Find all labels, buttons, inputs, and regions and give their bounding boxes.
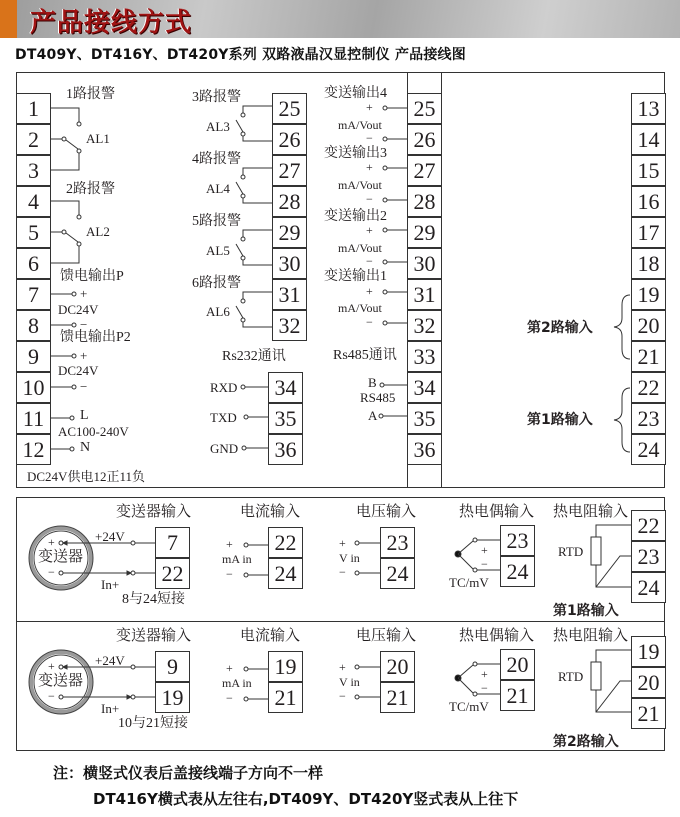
terminal-35-rs232: 35 [268,403,303,434]
s1-device-minus: − [48,565,55,579]
terminal-30-out: 30 [407,248,442,279]
s2-current-minus: − [226,691,233,705]
note-line-1: 注：横竖式仪表后盖接线端子方向不一样 [53,764,324,782]
s2-tc-title: 热电偶输入 [459,628,535,644]
s1-channel-label: 第1路输入 [553,603,619,619]
transmit1-unit: mA/Vout [338,301,382,315]
s2-voltage-unit: V in [339,675,360,689]
terminal-25-alarm: 25 [272,93,307,124]
transmit4-title: 变送输出4 [324,86,387,101]
terminal-35-rs485: 35 [407,403,442,434]
terminal-5: 5 [16,217,51,248]
s2-voltage-title: 电压输入 [356,628,417,644]
alarm4-title: 4路报警 [192,152,241,167]
alarm6-title: 6路报警 [192,276,241,291]
rs485-A-label: A [368,408,378,423]
alarm3-relay: AL3 [206,119,230,134]
s2-current-plus: + [226,661,233,675]
feed1-minus: − [80,317,88,332]
s1-rtd-terminal-b: 23 [631,541,666,572]
terminal-9: 9 [16,341,51,372]
alarm6-relay: AL6 [206,304,230,319]
s2-current-unit: mA in [222,676,252,690]
s1-tc-minus: − [481,557,488,571]
power-L-label: L [80,408,89,423]
transmit4-unit: mA/Vout [338,118,382,132]
s2-v24-label: +24V [95,653,125,668]
feed1-voltage: DC24V [58,302,99,317]
terminal-18: 18 [631,248,666,279]
s1-current-title: 电流输入 [240,504,301,520]
s1-current-plus: + [226,537,233,551]
terminal-16: 16 [631,186,666,217]
terminal-11: 11 [16,403,51,434]
s1-short-note: 8与24短接 [122,592,185,607]
s1-device-plus: + [48,535,55,549]
note-line-2: DT416Y横式表从左往右,DT409Y、DT420Y竖式表从上往下 [93,790,519,808]
s2-transmitter-title: 变送器输入 [116,628,192,644]
s2-current-terminal-b: 21 [268,682,303,713]
s1-voltage-terminal-a: 23 [380,527,415,558]
s2-in-plus-label: In+ [101,701,120,716]
power-range-label: AC100-240V [58,424,129,439]
s1-rtd-terminal-c: 24 [631,572,666,603]
s2-rtd-label: RTD [558,669,584,684]
rs232-rxd-label: RXD [210,380,238,395]
s2-voltage-plus: + [339,660,346,674]
alarm3-title: 3路报警 [192,90,241,105]
s1-current-terminal-b: 24 [268,558,303,589]
terminal-3: 3 [16,155,51,186]
s1-in-plus-label: In+ [101,577,120,592]
s2-tc-unit: TC/mV [449,699,489,714]
s2-tc-minus: − [481,681,488,695]
power-N-label: N [80,440,91,455]
s2-current-title: 电流输入 [240,628,301,644]
right-input1-label: 第1路输入 [527,412,593,428]
s1-voltage-unit: V in [339,551,360,565]
alarm5-relay: AL5 [206,243,230,258]
rs485-B-label: B [368,375,377,390]
s2-rtd-terminal-c: 21 [631,698,666,729]
s1-tc-terminal-b: 24 [500,556,535,587]
terminal-25-out: 25 [407,93,442,124]
terminal-15: 15 [631,155,666,186]
s1-transmitter-title: 变送器输入 [116,504,192,520]
terminal-13: 13 [631,93,666,124]
s1-rtd-terminal-a: 22 [631,510,666,541]
transmit4-minus: − [366,131,373,145]
terminal-29-out: 29 [407,217,442,248]
s1-tc-terminal-a: 23 [500,525,535,556]
s1-voltage-title: 电压输入 [356,504,417,520]
page-title: 产品接线方式 [30,8,193,38]
rs485-label: RS485 [360,390,396,405]
transmit2-title: 变送输出2 [324,209,387,224]
transmit2-minus: − [366,254,373,268]
rs485-title: Rs485通讯 [333,348,397,363]
s2-tc-plus: + [481,667,488,681]
s2-rtd-title: 热电阻输入 [553,628,629,644]
terminal-6: 6 [16,248,51,279]
terminal-30-alarm: 30 [272,248,307,279]
feed2-plus: + [80,348,88,363]
terminal-26-alarm: 26 [272,124,307,155]
terminal-4: 4 [16,186,51,217]
s2-rtd-terminal-b: 20 [631,667,666,698]
s2-current-terminal-a: 19 [268,651,303,682]
terminal-36-rs232: 36 [268,434,303,465]
terminal-12: 12 [16,434,51,465]
transmit3-plus: + [366,160,373,174]
feed2-voltage: DC24V [58,363,99,378]
s2-voltage-minus: − [339,689,346,703]
s2-tc-terminal-a: 20 [500,649,535,680]
s1-device-name: 变送器 [38,549,84,565]
alarm2-relay-label: AL2 [86,224,110,239]
s2-device-name: 变送器 [38,673,84,689]
feed2-minus: − [80,379,88,394]
alarm5-title: 5路报警 [192,214,241,229]
s2-voltage-terminal-a: 20 [380,651,415,682]
s1-voltage-minus: − [339,565,346,579]
s2-device-minus: − [48,689,55,703]
terminal-17: 17 [631,217,666,248]
feed1-title: 馈电输出P [60,269,124,284]
alarm4-relay: AL4 [206,181,230,196]
s1-transmitter-terminal-b: 22 [155,558,190,589]
s1-current-minus: − [226,567,233,581]
power-footnote: DC24V供电12正11负 [27,469,145,484]
terminal-28-out: 28 [407,186,442,217]
diagram-subtitle: DT409Y、DT416Y、DT420Y系列 双路液晶汉显控制仪 产品接线图 [15,47,466,63]
terminal-2: 2 [16,124,51,155]
feed2-title: 馈电输出P2 [60,330,131,345]
transmit3-unit: mA/Vout [338,178,382,192]
terminal-8: 8 [16,310,51,341]
right-input2-label: 第2路输入 [527,320,593,336]
terminal-19: 19 [631,279,666,310]
terminal-23: 23 [631,403,666,434]
terminal-31-alarm: 31 [272,279,307,310]
s1-transmitter-terminal-a: 7 [155,527,190,558]
s2-transmitter-terminal-b: 19 [155,682,190,713]
s1-tc-plus: + [481,543,488,557]
s1-voltage-plus: + [339,536,346,550]
terminal-32-alarm: 32 [272,310,307,341]
rs232-txd-label: TXD [210,410,237,425]
transmit3-title: 变送输出3 [324,146,387,161]
terminal-24: 24 [631,434,666,465]
transmit1-plus: + [366,284,373,298]
terminal-1: 1 [16,93,51,124]
terminal-31-out: 31 [407,279,442,310]
s1-tc-title: 热电偶输入 [459,504,535,520]
s2-tc-terminal-b: 21 [500,680,535,711]
s1-voltage-terminal-b: 24 [380,558,415,589]
terminal-27-alarm: 27 [272,155,307,186]
s1-rtd-label: RTD [558,544,584,559]
s2-short-note: 10与21短接 [118,716,188,731]
alarm2-title: 2路报警 [66,182,115,197]
rs232-gnd-label: GND [210,441,239,456]
terminal-29-alarm: 29 [272,217,307,248]
s2-transmitter-terminal-a: 9 [155,651,190,682]
terminal-34-rs485: 34 [407,372,442,403]
terminal-10: 10 [16,372,51,403]
rs232-title: Rs232通讯 [222,349,286,364]
terminal-34-rs232: 34 [268,372,303,403]
transmit1-minus: − [366,315,373,329]
s1-rtd-title: 热电阻输入 [553,504,629,520]
terminal-32-out: 32 [407,310,442,341]
terminal-14: 14 [631,124,666,155]
transmit2-unit: mA/Vout [338,241,382,255]
s1-v24-label: +24V [95,529,125,544]
s2-voltage-terminal-b: 21 [380,682,415,713]
transmit3-minus: − [366,192,373,206]
terminal-7: 7 [16,279,51,310]
terminal-20: 20 [631,310,666,341]
s1-current-terminal-a: 22 [268,527,303,558]
alarm1-relay-label: AL1 [86,131,110,146]
transmit2-plus: + [366,223,373,237]
s1-tc-unit: TC/mV [449,575,489,590]
terminal-28-alarm: 28 [272,186,307,217]
s1-current-unit: mA in [222,552,252,566]
terminal-22: 22 [631,372,666,403]
s2-rtd-terminal-a: 19 [631,636,666,667]
s2-channel-label: 第2路输入 [553,734,619,750]
feed1-plus: + [80,286,88,301]
alarm1-title: 1路报警 [66,87,115,102]
terminal-27-out: 27 [407,155,442,186]
terminal-36-rs485: 36 [407,434,442,465]
transmit4-plus: + [366,100,373,114]
terminal-21: 21 [631,341,666,372]
transmit1-title: 变送输出1 [324,269,387,284]
terminal-26-out: 26 [407,124,442,155]
s2-device-plus: + [48,659,55,673]
terminal-33-rs485: 33 [407,341,442,372]
